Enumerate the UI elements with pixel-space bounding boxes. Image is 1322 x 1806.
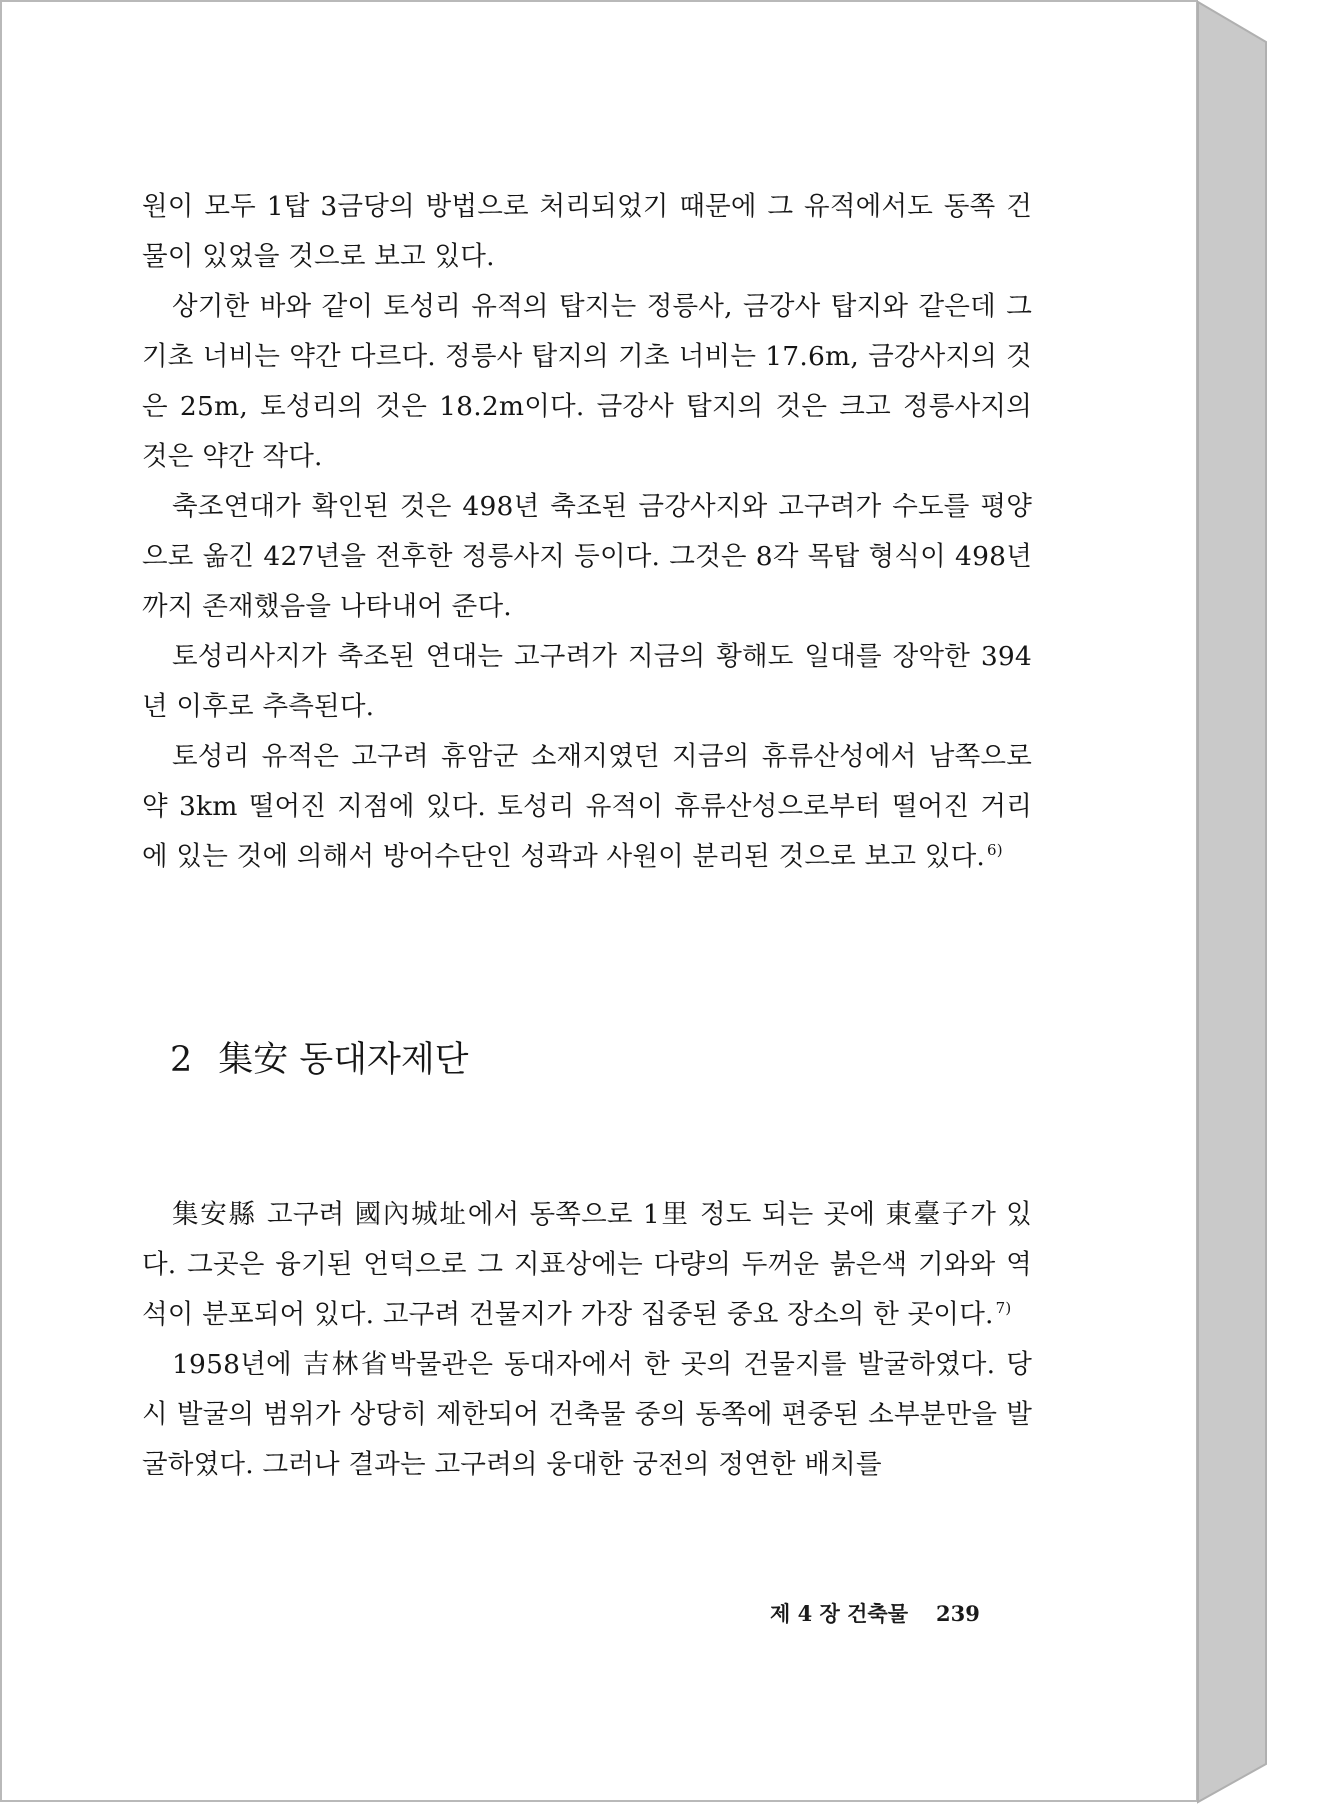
paragraph [142,1190,1032,1340]
paragraph [142,482,1032,632]
footnote-marker: 7) [995,1299,1012,1318]
section-number: 2 [170,1040,193,1080]
section-two-body [142,1190,1032,1490]
section-title: 集安 동대자제단 [218,1040,469,1080]
paragraph [142,282,1032,482]
paragraph-text: 축조연대가 확인된 것은 498년 축조된 금강사지와 고구려가 수도를 평양으로 옮긴 427년을 전후한 정릉사지 등이다. 그것은 8각 목탑 형식이 498년까지 존재했음을 나타내어 준다. [142,491,1032,622]
paragraph [142,632,1032,732]
running-footer [770,1598,1010,1628]
paragraph-text: 상기한 바와 같이 토성리 유적의 탑지는 정릉사, 금강사 탑지와 같은데 그 기초 너비는 약간 다르다. 정릉사 탑지의 기초 너비는 17.6m, 금강사지의 것은 25m, 토성리의 것은 18.2m이다. 금강사 탑지의 것은 크고 정릉사지의 것은 약간 작다. [142,291,1032,472]
paragraph [142,182,1032,282]
paragraph-text: 토성리사지가 축조된 연대는 고구려가 지금의 황해도 일대를 장악한 394년 이후로 추측된다. [142,641,1032,722]
section-one-body [142,182,1032,882]
paragraph [142,732,1032,882]
section-heading [170,1036,468,1084]
footnote-marker: 6) [987,841,1003,860]
paragraph-text: 토성리 유적은 고구려 휴암군 소재지였던 지금의 휴류산성에서 남쪽으로 약 3km 떨어진 지점에 있다. 토성리 유적이 휴류산성으로부터 떨어진 거리에 있는 것에 의해서 방어수단인 성곽과 사원이 분리된 것으로 보고 있다. [142,741,1032,872]
paragraph [142,1340,1032,1490]
paragraph-text: 원이 모두 1탑 3금당의 방법으로 처리되었기 때문에 그 유적에서도 동쪽 건물이 있었을 것으로 보고 있다. [142,191,1032,272]
page-number: 239 [935,1601,980,1626]
paragraph-text: 集安縣 고구려 國內城址에서 동쪽으로 1里 정도 되는 곳에 東臺子가 있다. 그곳은 융기된 언덕으로 그 지표상에는 다량의 두꺼운 붉은색 기와와 역석이 분포되어 있다. 고구려 건물지가 가장 집중된 중요 장소의 한 곳이다. [142,1199,1032,1330]
paragraph-text: 1958년에 吉林省박물관은 동대자에서 한 곳의 건물지를 발굴하였다. 당시 발굴의 범위가 상당히 제한되어 건축물 중의 동쪽에 편중된 소부분만을 발굴하였다. 그러나 결과는 고구려의 웅대한 궁전의 정연한 배치를 [142,1349,1032,1480]
chapter-label: 제 4 장 건축물 [770,1601,908,1626]
